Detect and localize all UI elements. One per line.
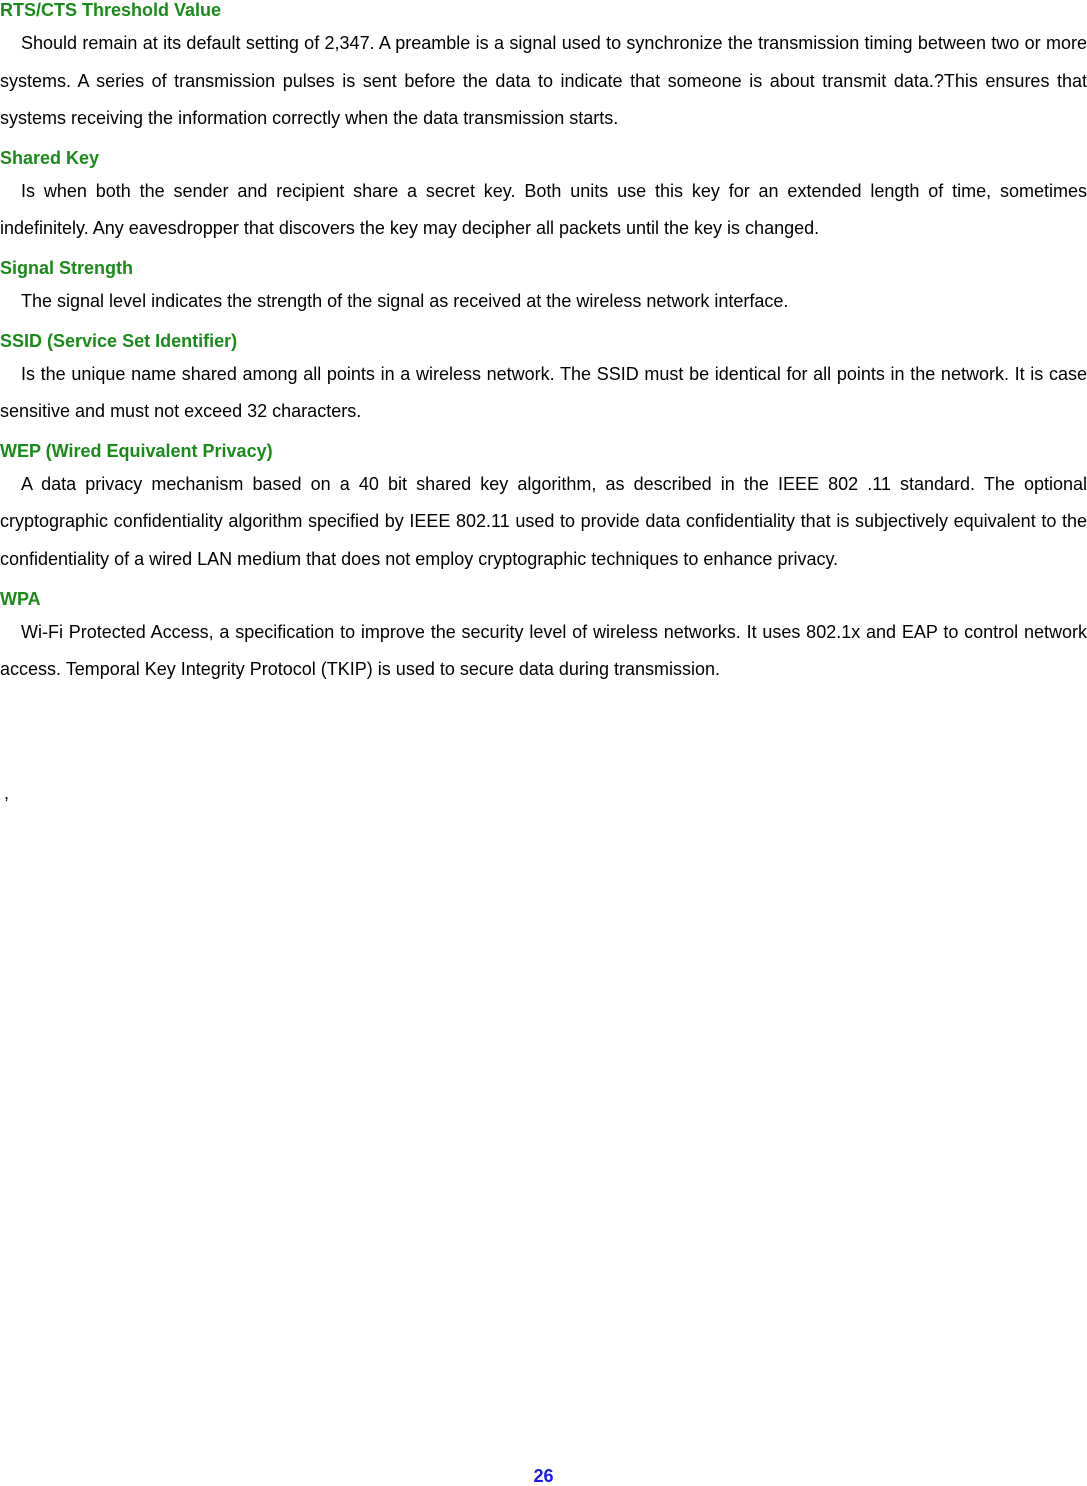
glossary-entry-wep — [0, 441, 1087, 579]
term-heading: Signal Strength — [0, 257, 134, 278]
term-heading: WPA — [0, 588, 41, 609]
term-heading: WEP (Wired Equivalent Privacy) — [0, 440, 273, 461]
glossary-entry-signal-strength — [0, 258, 1087, 321]
glossary-entry-wpa — [0, 589, 1087, 689]
term-definition: Is when both the sender and recipient share a secret key. Both units use this key for an extended length of time, sometimes indefinitely. Any eavesdropper that discovers the key may decipher all packets until the key is changed. — [0, 180, 1087, 239]
term-definition: Should remain at its default setting of 2,347. A preamble is a signal used to synchronize the transmission timing between two or more systems. A series of transmission pulses is sent before the data to indicate that someone is about transmit data.?This ensures that systems receiving the information correctly when the data transmission starts. — [0, 33, 1087, 129]
term-definition: Wi-Fi Protected Access, a specification to improve the security level of wireless networks. It uses 802.1x and EAP to control network access. Temporal Key Integrity Protocol (TKIP) is used to secure data during transmission. — [0, 621, 1087, 680]
term-definition: Is the unique name shared among all points in a wireless network. The SSID must be identical for all points in the network. It is case sensitive and must not exceed 32 characters. — [0, 363, 1087, 422]
glossary-entry-rts-cts-threshold — [0, 0, 1087, 138]
page-number: 26 — [533, 1466, 554, 1486]
stray-comma: , — [4, 783, 10, 803]
glossary — [0, 0, 1087, 689]
term-heading: Shared Key — [0, 147, 100, 168]
term-definition: A data privacy mechanism based on a 40 bit shared key algorithm, as described in the IEEE 802 .11 standard. The optional cryptographic confidentiality algorithm specified by IEEE 802.11 used to provide data confidentiality that is subjectively equivalent to the confidentiality of a wired LAN medium that does not employ cryptographic techniques to enhance privacy. — [0, 473, 1087, 569]
glossary-entry-shared-key — [0, 148, 1087, 248]
term-heading: RTS/CTS Threshold Value — [0, 0, 222, 20]
term-heading: SSID (Service Set Identifier) — [0, 330, 238, 351]
term-definition: The signal level indicates the strength of the signal as received at the wireless network interface. — [21, 290, 789, 311]
glossary-entry-ssid — [0, 331, 1087, 431]
